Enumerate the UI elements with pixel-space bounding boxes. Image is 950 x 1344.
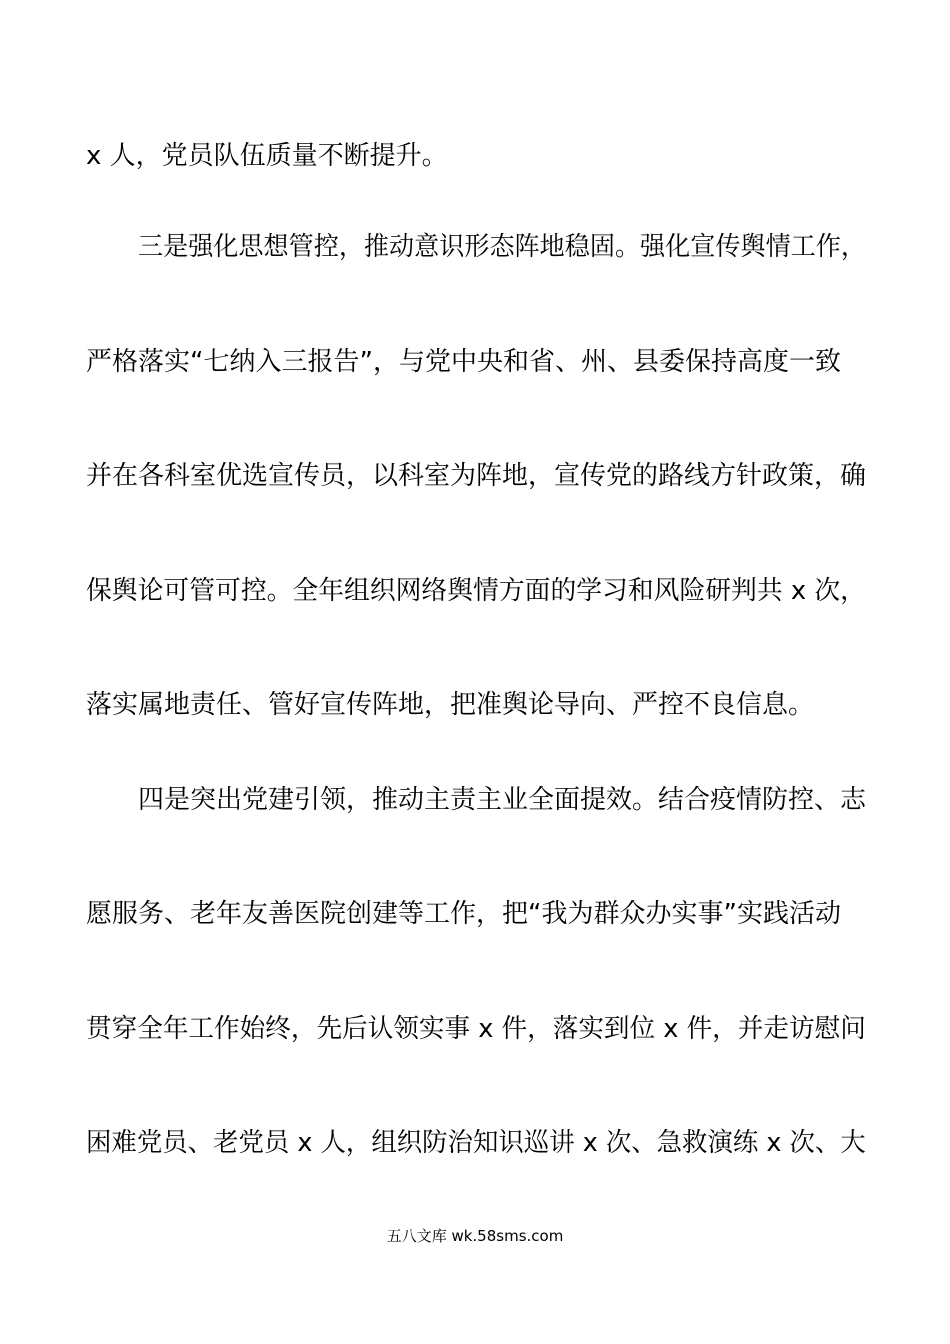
text-line: 保舆论可管可控。全年组织网络舆情方面的学习和风险研判共 x 次， [86, 576, 866, 606]
text-line: 落实属地责任、管好宣传阵地，把准舆论导向、严控不良信息。 [86, 690, 815, 720]
text-line: 并在各科室优选宣传员，以科室为阵地，宣传党的路线方针政策，确 [86, 461, 867, 491]
page-footer-watermark: 五八文库 wk.58sms.com [386, 1227, 564, 1245]
text-line: 贯穿全年工作始终，先后认领实事 x 件，落实到位 x 件，并走访慰问 [86, 1014, 866, 1044]
paragraph-first-line: 四是突出党建引领，推动主责主业全面提效。结合疫情防控、志 [138, 785, 867, 815]
text-line: 严格落实“七纳入三报告”，与党中央和省、州、县委保持高度一致 [86, 347, 841, 377]
text-line: x 人，党员队伍质量不断提升。 [86, 141, 448, 171]
text-line: 愿服务、老年友善医院创建等工作，把“我为群众办实事”实践活动 [86, 899, 841, 929]
paragraph-first-line: 三是强化思想管控，推动意识形态阵地稳固。强化宣传舆情工作， [138, 232, 867, 262]
text-line: 困难党员、老党员 x 人，组织防治知识巡讲 x 次、急救演练 x 次、大 [86, 1128, 866, 1158]
